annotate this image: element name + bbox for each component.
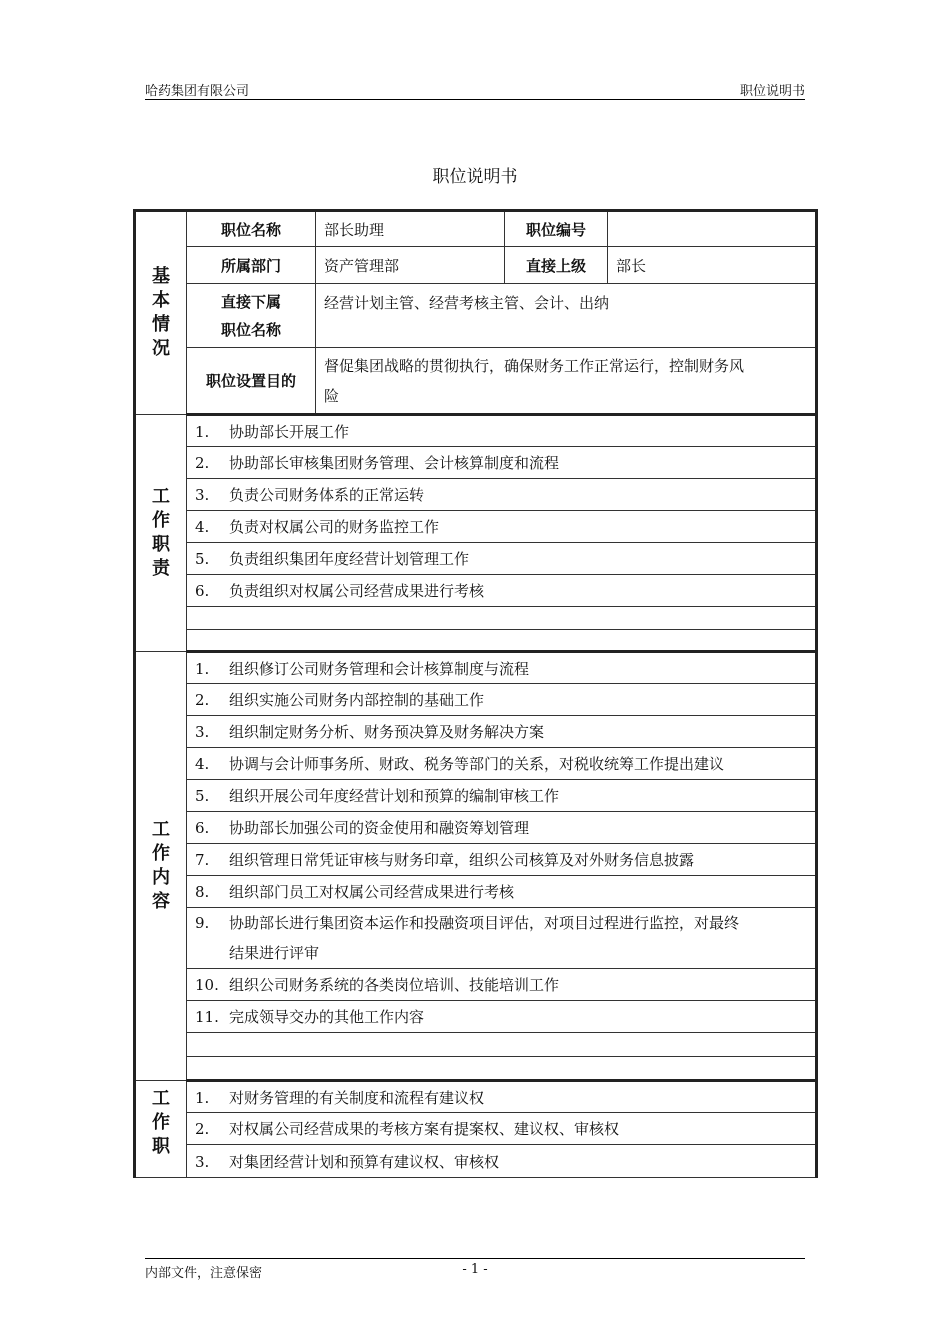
section-char: 作 <box>152 843 170 864</box>
section-work-content <box>135 652 187 1081</box>
section-char: 基 <box>152 266 170 287</box>
list-item <box>187 969 817 1001</box>
subordinates-value: 经营计划主管、经营考核主管、会计、出纳 <box>316 284 817 348</box>
position-name-label: 职位名称 <box>187 211 316 247</box>
section-duties <box>135 415 187 652</box>
subordinate-label-line2: 职位名称 <box>220 320 281 339</box>
section-char: 工 <box>152 1088 170 1109</box>
empty-row <box>187 1057 817 1081</box>
list-item <box>187 1145 817 1178</box>
purpose-label: 职位设置目的 <box>187 348 316 415</box>
item-number: 5. <box>195 550 210 568</box>
item-number: 6. <box>195 819 210 837</box>
section-char: 职 <box>152 534 170 555</box>
item-number: 1. <box>195 659 210 678</box>
item-text: 协调与会计师事务所、财政、税务等部门的关系，对税收统筹工作提出建议 <box>229 755 725 773</box>
item-text: 对集团经营计划和预算有建议权、审核权 <box>229 1152 500 1171</box>
item-text: 组织开展公司年度经营计划和预算的编制审核工作 <box>229 787 560 805</box>
empty-row <box>187 1033 817 1057</box>
job-description-table <box>133 209 818 1178</box>
list-item <box>187 908 817 969</box>
item-text: 协助部长进行集团资本运作和投融资项目评估，对项目过程进行监控，对最终 <box>229 914 740 932</box>
item-number: 7. <box>195 851 210 869</box>
list-item <box>187 844 817 876</box>
item-number: 10. <box>195 976 219 994</box>
purpose-line1: 督促集团战略的贯彻执行，确保财务工作正常运行，控制财务风 <box>324 356 745 375</box>
list-item <box>187 415 817 447</box>
section-char: 本 <box>152 290 170 311</box>
position-code-value <box>608 211 817 247</box>
item-number: 8. <box>195 883 210 901</box>
item-number: 4. <box>195 518 210 536</box>
item-text: 负责公司财务体系的正常运转 <box>229 486 425 504</box>
superior-label: 直接上级 <box>505 247 608 284</box>
empty-row <box>187 607 817 630</box>
item-text: 协助部长加强公司的资金使用和融资筹划管理 <box>229 819 530 837</box>
item-text: 负责对权属公司的财务监控工作 <box>229 518 440 536</box>
list-item <box>187 479 817 511</box>
item-number: 2. <box>195 1120 210 1138</box>
section-char: 作 <box>152 510 170 531</box>
item-number: 3. <box>195 486 210 504</box>
list-item <box>187 652 817 684</box>
item-text: 组织制定财务分析、财务预决算及财务解决方案 <box>229 723 545 741</box>
item-number: 2. <box>195 454 210 472</box>
position-code-label: 职位编号 <box>505 211 608 247</box>
item-number: 4. <box>195 755 210 773</box>
list-item <box>187 511 817 543</box>
header-company: 哈药集团有限公司 <box>145 84 250 99</box>
page-title: 职位说明书 <box>432 167 518 187</box>
item-text: 负责组织集团年度经营计划管理工作 <box>229 550 470 568</box>
section-char: 责 <box>152 558 170 579</box>
header-doc-type: 职位说明书 <box>739 84 805 99</box>
list-item <box>187 1081 817 1113</box>
item-text: 协助部长审核集团财务管理、会计核算制度和流程 <box>229 454 560 472</box>
list-item <box>187 543 817 575</box>
item-text: 对财务管理的有关制度和流程有建议权 <box>229 1088 485 1107</box>
list-item <box>187 684 817 716</box>
page-number: - 1 - <box>462 1262 488 1277</box>
footer-note: 内部文件，注意保密 <box>145 1266 263 1281</box>
purpose-value <box>316 348 817 415</box>
item-text: 完成领导交办的其他工作内容 <box>229 1008 425 1026</box>
empty-row <box>187 630 817 652</box>
list-item <box>187 876 817 908</box>
superior-value: 部长 <box>608 247 817 284</box>
item-number: 5. <box>195 787 210 805</box>
section-char: 内 <box>152 867 170 888</box>
dept-label: 所属部门 <box>187 247 316 284</box>
section-char: 职 <box>152 1136 170 1157</box>
item-text: 负责组织对权属公司经营成果进行考核 <box>229 582 485 600</box>
list-item <box>187 716 817 748</box>
section-char: 作 <box>152 1112 170 1133</box>
item-text: 组织公司财务系统的各类岗位培训、技能培训工作 <box>229 976 560 994</box>
list-item <box>187 812 817 844</box>
item-number: 3. <box>195 723 210 741</box>
list-item <box>187 1113 817 1145</box>
position-name-value: 部长助理 <box>316 211 505 247</box>
list-item <box>187 748 817 780</box>
section-authority <box>135 1081 187 1178</box>
purpose-line2: 险 <box>324 386 340 405</box>
subordinate-label-line1: 直接下属 <box>220 292 281 311</box>
item-number: 2. <box>195 691 210 709</box>
list-item <box>187 447 817 479</box>
item-number: 1. <box>195 422 210 441</box>
section-char: 工 <box>152 486 170 507</box>
item-text-cont: 结果进行评审 <box>229 944 320 962</box>
item-text: 对权属公司经营成果的考核方案有提案权、建议权、审核权 <box>229 1120 620 1138</box>
item-number: 1. <box>195 1088 210 1107</box>
item-number: 9. <box>195 914 210 932</box>
section-char: 容 <box>152 891 170 912</box>
item-number: 3. <box>195 1152 210 1171</box>
section-char: 情 <box>152 314 170 335</box>
item-number: 11. <box>195 1008 219 1026</box>
section-char: 况 <box>152 338 170 359</box>
item-number: 6. <box>195 582 210 600</box>
subordinate-label <box>187 284 316 348</box>
list-item <box>187 575 817 607</box>
list-item <box>187 780 817 812</box>
item-text: 组织实施公司财务内部控制的基础工作 <box>229 691 485 709</box>
item-text: 组织管理日常凭证审核与财务印章，组织公司核算及对外财务信息披露 <box>229 851 695 869</box>
item-text: 组织部门员工对权属公司经营成果进行考核 <box>229 883 515 901</box>
footer-rule <box>145 1258 805 1259</box>
list-item <box>187 1001 817 1033</box>
item-text: 组织修订公司财务管理和会计核算制度与流程 <box>229 659 530 678</box>
section-basic-info <box>135 211 187 415</box>
item-text: 协助部长开展工作 <box>229 422 350 441</box>
section-char: 工 <box>152 819 170 840</box>
header-rule <box>145 99 805 100</box>
dept-value: 资产管理部 <box>316 247 505 284</box>
